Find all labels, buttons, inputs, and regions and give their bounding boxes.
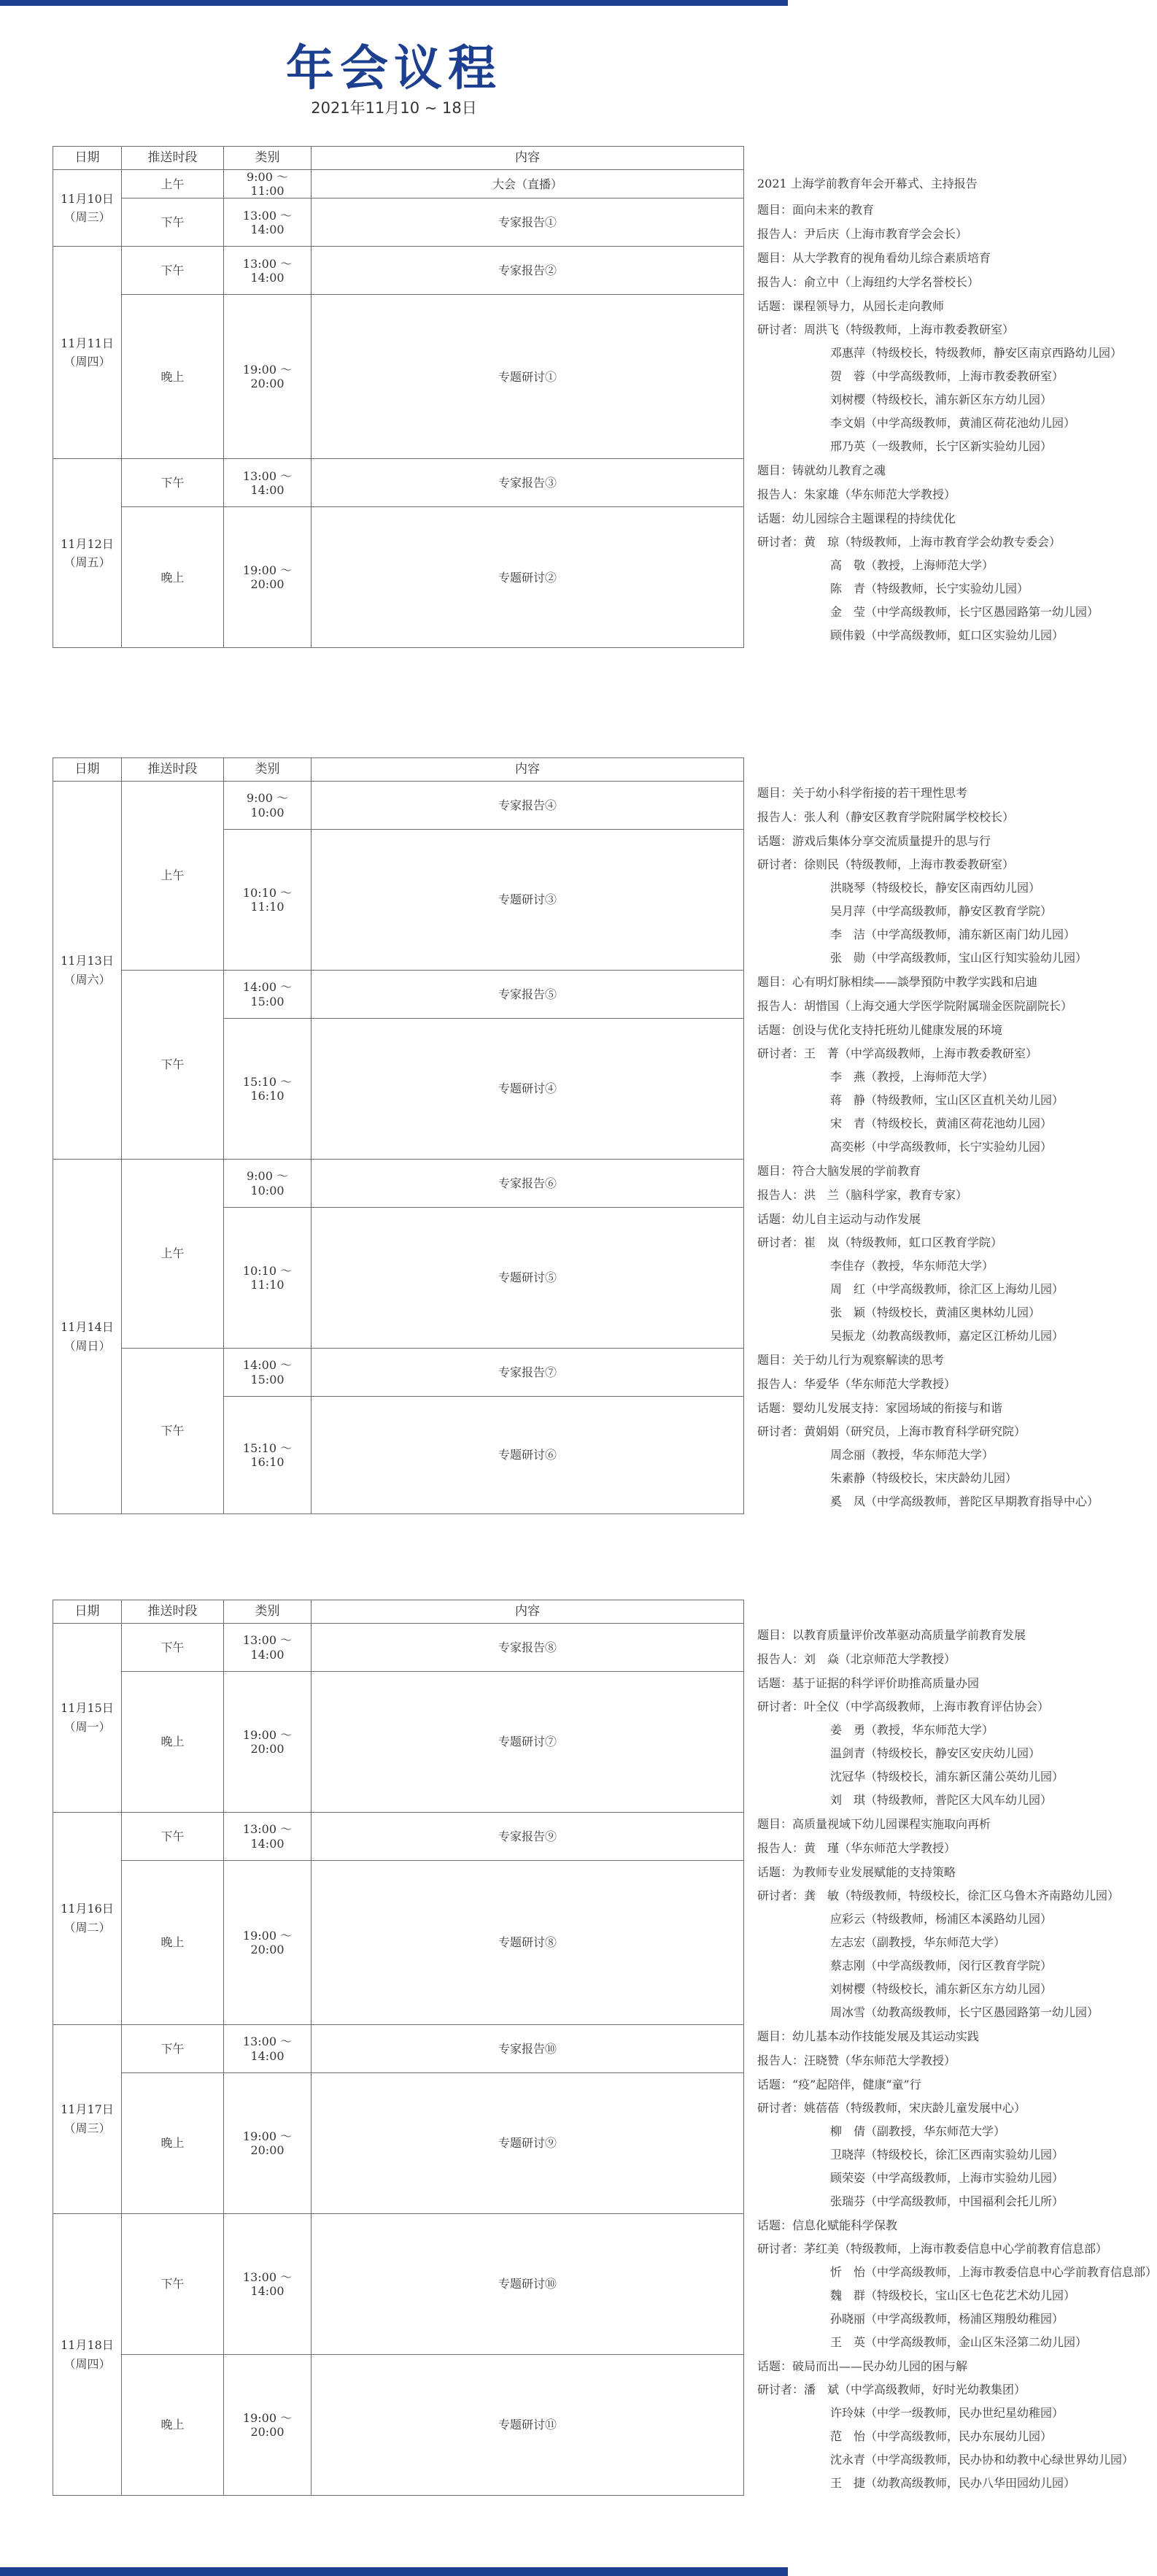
column-header: 内容 [312,758,744,782]
column-header: 日期 [53,1600,122,1624]
content-line: 左志宏（副教授，华东师范大学） [830,1935,1006,1949]
content-line: 顾伟毅（中学高级教师，虹口区实验幼儿园） [830,628,1064,643]
content-line: 话题：游戏后集体分享交流质量提升的思与行 [757,834,991,848]
date-cell [53,459,122,648]
column-header: 日期 [53,147,122,170]
period-cell: 下午 [122,247,224,295]
content-line: 陈 青（特级教师，长宁实验幼儿园） [830,582,1029,596]
content-line: 奚 凤（中学高级教师，普陀区早期教育指导中心） [830,1495,1099,1508]
agenda-row [53,2073,744,2214]
time-cell: 13:00 ～ 14:00 [224,1813,312,1861]
category-cell: 专题研讨② [312,507,744,648]
category-cell: 专题研讨⑪ [312,2355,744,2496]
agenda-table [53,146,1123,648]
content-line: 顾荣姿（中学高级教师，上海市实验幼儿园） [830,2171,1064,2185]
content-line: 话题：基于证据的科学评价助推高质量办园 [757,1676,980,1690]
period-cell: 下午 [122,2214,224,2355]
period-cell: 晚上 [122,2355,224,2496]
category-cell: 专题研讨⑥ [312,1397,744,1514]
period-cell: 下午 [122,2025,224,2073]
content-line: 李 燕（教授，上海师范大学） [830,1070,994,1084]
period-cell: 晚上 [122,1861,224,2025]
content-line: 题目：符合大脑发展的学前教育 [757,1164,921,1178]
content-line: 题目：心有明灯脉相续——談學預防中教学实践和启迪 [757,975,1038,989]
weekday-label: （周五） [63,555,111,570]
content-line: 话题：课程领导力，从园长走向教师 [757,299,945,314]
content-line: 李文娟（中学高级教师，黄浦区荷花池幼儿园） [830,416,1076,431]
period-cell: 晚上 [122,507,224,648]
content-line: 话题：为教师专业发展赋能的支持策略 [757,1865,956,1879]
content-line: 题目：以教育质量评价改革驱动高质量学前教育发展 [757,1628,1026,1642]
date-cell [53,170,122,247]
time-cell: 19:00 ～ 20:00 [224,1672,312,1813]
period-cell: 下午 [122,459,224,507]
content-line: 报告人：黄 瑾（华东师范大学教授） [757,1841,956,1855]
header-row [53,147,744,170]
content-line: 报告人：汪晓赞（华东师范大学教授） [757,2054,956,2067]
content-line: 沈永青（中学高级教师，民办协和幼教中心绿世界幼儿园） [830,2453,1134,2467]
category-cell: 专家报告② [312,247,744,295]
period-cell: 上午 [122,170,224,198]
content-line: 题目：铸就幼儿教育之魂 [757,463,886,478]
page-title: 年会议程 [286,40,502,96]
category-cell: 专题研讨④ [312,1019,744,1160]
date-cell [53,2214,122,2496]
content-line: 研讨者：王 菁（中学高级教师，上海市教委教研室） [757,1046,1038,1060]
time-cell: 13:00 ～ 14:00 [224,198,312,247]
content-line: 张瑞芬（中学高级教师，中国福利会托儿所） [830,2194,1064,2208]
weekday-label: （周四） [63,2356,111,2371]
weekday-label: （周一） [63,1720,111,1734]
content-line: 研讨者：潘 斌（中学高级教师，好时光幼教集团） [757,2383,1026,2396]
content-line: 蒋 静（特级教师，宝山区区直机关幼儿园） [830,1093,1064,1107]
content-line: 报告人：华爱华（华东师范大学教授） [757,1377,956,1391]
content-line: 张 颖（特级校长，黄浦区奥林幼儿园） [830,1306,1041,1319]
agenda-row [53,198,744,247]
date-label: 11月16日 [61,1902,114,1916]
time-cell: 15:10 ～ 16:10 [224,1397,312,1514]
category-cell: 专题研讨⑩ [312,2214,744,2355]
content-line: 洪晓琴（特级校长，静安区南西幼儿园） [830,881,1041,895]
content-line: 题目：高质量视域下幼儿园课程实施取向再析 [757,1817,991,1831]
content-line: 邓惠萍（特级校长，特级教师，静安区南京西路幼儿园） [830,346,1123,360]
content-line: 吴振龙（幼教高级教师，嘉定区江桥幼儿园） [830,1329,1064,1343]
agenda-table [53,757,1099,1514]
content-line: 报告人：尹后庆（上海市教育学会会长） [757,227,968,242]
content-line: 话题：信息化赋能科学保教 [757,2218,898,2232]
agenda-row [53,2214,744,2355]
agenda-table [53,1600,1157,2496]
content-line: 范 怡（中学高级教师，民办东展幼儿园） [830,2429,1053,2443]
date-label: 11月12日 [61,536,114,551]
agenda-row [53,1624,744,1672]
time-cell: 13:00 ～ 14:00 [224,2214,312,2355]
period-cell: 晚上 [122,295,224,459]
agenda-row [53,1349,744,1397]
category-cell: 专家报告① [312,198,744,247]
content-line: 周念丽（教授，华东师范大学） [830,1448,994,1462]
date-cell [53,1624,122,1813]
top-accent-bar [0,0,788,6]
content-line: 报告人：张人利（静安区教育学院附属学校校长） [757,810,1015,824]
content-line: 周冰雪（幼教高级教师，长宁区愚园路第一幼儿园） [830,2005,1099,2019]
content-line: 研讨者：黄娟娟（研究员，上海市教育科学研究院） [757,1424,1026,1438]
date-cell [53,1160,122,1514]
content-line: 研讨者：茅红美（特级教师，上海市教委信息中心学前教育信息部） [757,2242,1108,2256]
content-line: 话题：“疫”起陪伴，健康“童”行 [757,2078,921,2091]
content-line: 题目：面向未来的教育 [757,203,875,217]
category-cell: 专家报告⑨ [312,1813,744,1861]
content-line: 高 敬（教授，上海师范大学） [830,558,994,573]
content-line: 话题：创设与优化支持托班幼儿健康发展的环境 [757,1023,1003,1037]
content-line: 话题：破局而出——民办幼儿园的困与解 [757,2359,968,2373]
content-line: 吴月萍（中学高级教师，静安区教育学院） [830,904,1053,918]
content-line: 高奕彬（中学高级教师，长宁实验幼儿园） [830,1140,1053,1154]
agenda-row [53,2355,744,2496]
column-header: 类别 [224,147,312,170]
agenda-row [53,1160,744,1208]
agenda-row [53,971,744,1019]
category-cell: 专题研讨① [312,295,744,459]
time-cell: 9:00 ～ 10:00 [224,782,312,830]
page-subtitle: 2021年11月10 ~ 18日 [311,99,477,117]
column-header: 类别 [224,758,312,782]
weekday-label: （周三） [63,210,111,225]
date-cell [53,247,122,459]
category-cell: 专题研讨③ [312,830,744,971]
category-cell: 专题研讨⑦ [312,1672,744,1813]
content-line: 刘树樱（特级校长，浦东新区东方幼儿园） [830,393,1053,407]
content-line: 忻 怡（中学高级教师，上海市教委信息中心学前教育信息部） [830,2265,1157,2279]
date-label: 11月14日 [61,1319,114,1334]
agenda-row [53,247,744,295]
column-header: 推送时段 [122,147,224,170]
date-cell [53,2025,122,2214]
date-cell [53,782,122,1160]
category-cell: 专家报告⑥ [312,1160,744,1208]
content-line: 周 红（中学高级教师，徐汇区上海幼儿园） [830,1282,1064,1296]
content-line: 王 捷（幼教高级教师，民办八华田园幼儿园） [830,2476,1076,2490]
content-line: 张 勋（中学高级教师，宝山区行知实验幼儿园） [830,951,1088,965]
bottom-accent-bar [0,2567,788,2576]
header-row [53,1600,744,1624]
content-line: 魏 群（特级校长，宝山区七色花艺术幼儿园） [830,2288,1076,2302]
content-line: 贺 蓉（中学高级教师，上海市教委教研室） [830,369,1064,384]
content-line: 邢乃英（一级教师，长宁区新实验幼儿园） [830,439,1053,454]
content-line: 研讨者：崔 岚（特级教师，虹口区教育学院） [757,1235,1003,1249]
agenda-row [53,170,744,198]
content-line: 蔡志刚（中学高级教师，闵行区教育学院） [830,1959,1053,1973]
date-label: 11月18日 [61,2337,114,2352]
time-cell: 14:00 ～ 15:00 [224,1349,312,1397]
category-cell: 专家报告⑦ [312,1349,744,1397]
column-header: 推送时段 [122,1600,224,1624]
content-line: 李 洁（中学高级教师，浦东新区南门幼儿园） [830,928,1076,941]
category-cell: 专家报告⑩ [312,2025,744,2073]
period-cell: 下午 [122,1349,224,1514]
date-label: 11月10日 [61,191,114,206]
time-cell: 13:00 ～ 14:00 [224,2025,312,2073]
agenda-row [53,2025,744,2073]
content-line: 李佳存（教授，华东师范大学） [830,1259,994,1273]
content-line: 金 莹（中学高级教师，长宁区愚园路第一幼儿园） [830,605,1099,620]
date-label: 11月13日 [61,953,114,968]
time-cell: 9:00 ～ 10:00 [224,1160,312,1208]
header-row [53,758,744,782]
content-line: 话题：幼儿自主运动与动作发展 [757,1212,921,1226]
category-cell: 专题研讨⑤ [312,1208,744,1349]
period-cell: 上午 [122,782,224,971]
content-line: 话题：幼儿园综合主题课程的持续优化 [757,512,956,526]
period-cell: 下午 [122,971,224,1160]
content-line: 2021 上海学前教育年会开幕式、主持报告 [757,177,978,191]
content-line: 报告人：俞立中（上海纽约大学名誉校长） [757,275,980,290]
period-cell: 晚上 [122,2073,224,2214]
content-line: 题目：幼儿基本动作技能发展及其运动实践 [757,2029,980,2043]
content-line: 研讨者：叶全仪（中学高级教师，上海市教育评估协会） [757,1700,1050,1713]
time-cell: 13:00 ～ 14:00 [224,247,312,295]
category-cell: 专题研讨⑨ [312,2073,744,2214]
content-line: 报告人：洪 兰（脑科学家，教育专家） [757,1188,968,1202]
time-cell: 19:00 ～ 20:00 [224,507,312,648]
time-cell: 10:10 ～ 11:10 [224,1208,312,1349]
content-line: 研讨者：徐则民（特级教师，上海市教委教研室） [757,857,1015,871]
content-line: 刘 琪（特级教师，普陀区大风车幼儿园） [830,1793,1053,1807]
content-line: 王 英（中学高级教师，金山区朱泾第二幼儿园） [830,2335,1088,2349]
column-header: 日期 [53,758,122,782]
period-cell: 下午 [122,1813,224,1861]
agenda-row [53,1861,744,2025]
content-line: 沈冠华（特级校长，浦东新区蒲公英幼儿园） [830,1770,1064,1783]
weekday-label: （周日） [63,1338,111,1353]
content-line: 报告人：朱家雄（华东师范大学教授） [757,487,956,502]
weekday-label: （周六） [63,972,111,987]
weekday-label: （周二） [63,1921,111,1935]
content-line: 刘树樱（特级校长，浦东新区东方幼儿园） [830,1982,1053,1996]
date-label: 11月17日 [61,2102,114,2117]
content-line: 话题：婴幼儿发展支持：家园场域的衔接与和谐 [757,1401,1003,1415]
time-cell: 14:00 ～ 15:00 [224,971,312,1019]
weekday-label: （周四） [63,355,111,369]
category-cell: 专家报告⑧ [312,1624,744,1672]
content-line: 报告人：刘 焱（北京师范大学教授） [757,1652,956,1666]
content-line: 朱素静（特级校长，宋庆龄幼儿园） [830,1471,1018,1485]
content-line: 许玲妹（中学一级教师，民办世纪星幼稚园） [830,2406,1064,2420]
column-header: 内容 [312,1600,744,1624]
content-line: 研讨者：黄 琼（特级教师，上海市教育学会幼教专委会） [757,535,1061,549]
time-cell: 15:10 ～ 16:10 [224,1019,312,1160]
agenda-row [53,782,744,830]
category-cell: 专家报告⑤ [312,971,744,1019]
category-cell: 专家报告④ [312,782,744,830]
content-line: 宋 青（特级校长，黄浦区荷花池幼儿园） [830,1117,1053,1130]
time-cell: 19:00 ～ 20:00 [224,1861,312,2025]
content-line: 姜 勇（教授，华东师范大学） [830,1723,994,1737]
time-cell: 9:00 ～ 11:00 [224,170,312,198]
agenda-row [53,1672,744,1813]
category-cell: 专题研讨⑧ [312,1861,744,2025]
content-line: 温剑青（特级校长，静安区安庆幼儿园） [830,1746,1041,1760]
content-line: 报告人：胡惜国（上海交通大学医学院附属瑞金医院副院长） [757,999,1073,1013]
date-cell [53,1813,122,2025]
time-cell: 19:00 ～ 20:00 [224,2073,312,2214]
column-header: 类别 [224,1600,312,1624]
period-cell: 晚上 [122,1672,224,1813]
time-cell: 19:00 ～ 20:00 [224,2355,312,2496]
content-line: 柳 倩（副教授，华东师范大学） [830,2124,1006,2138]
column-header: 推送时段 [122,758,224,782]
content-line: 题目：关于幼小科学衔接的若干理性思考 [757,786,968,800]
content-line: 孙晓丽（中学高级教师，杨浦区翔殷幼稚园） [830,2312,1064,2326]
agenda-row [53,295,744,459]
date-label: 11月11日 [61,336,114,350]
weekday-label: （周三） [63,2121,111,2135]
date-label: 11月15日 [61,1701,114,1716]
time-cell: 19:00 ～ 20:00 [224,295,312,459]
time-cell: 13:00 ～ 14:00 [224,1624,312,1672]
content-line: 题目：关于幼儿行为观察解读的思考 [757,1353,945,1367]
category-cell: 专家报告③ [312,459,744,507]
time-cell: 13:00 ～ 14:00 [224,459,312,507]
content-line: 应彩云（特级教师，杨浦区本溪路幼儿园） [830,1912,1053,1926]
content-line: 卫晓萍（特级校长，徐汇区西南实验幼儿园） [830,2148,1064,2162]
agenda-row [53,1813,744,1861]
column-header: 内容 [312,147,744,170]
content-line: 研讨者：周洪飞（特级教师，上海市教委教研室） [757,323,1015,337]
period-cell: 下午 [122,1624,224,1672]
content-line: 研讨者：龚 敏（特级教师，特级校长，徐汇区乌鲁木齐南路幼儿园） [757,1889,1120,1902]
agenda-row [53,459,744,507]
period-cell: 上午 [122,1160,224,1349]
period-cell: 下午 [122,198,224,247]
content-line: 题目：从大学教育的视角看幼儿综合素质培育 [757,251,991,266]
agenda-row [53,507,744,648]
time-cell: 10:10 ～ 11:10 [224,830,312,971]
content-line: 研讨者：姚蓓蓓（特级教师，宋庆龄儿童发展中心） [757,2101,1026,2115]
category-cell: 大会（直播） [312,170,744,198]
